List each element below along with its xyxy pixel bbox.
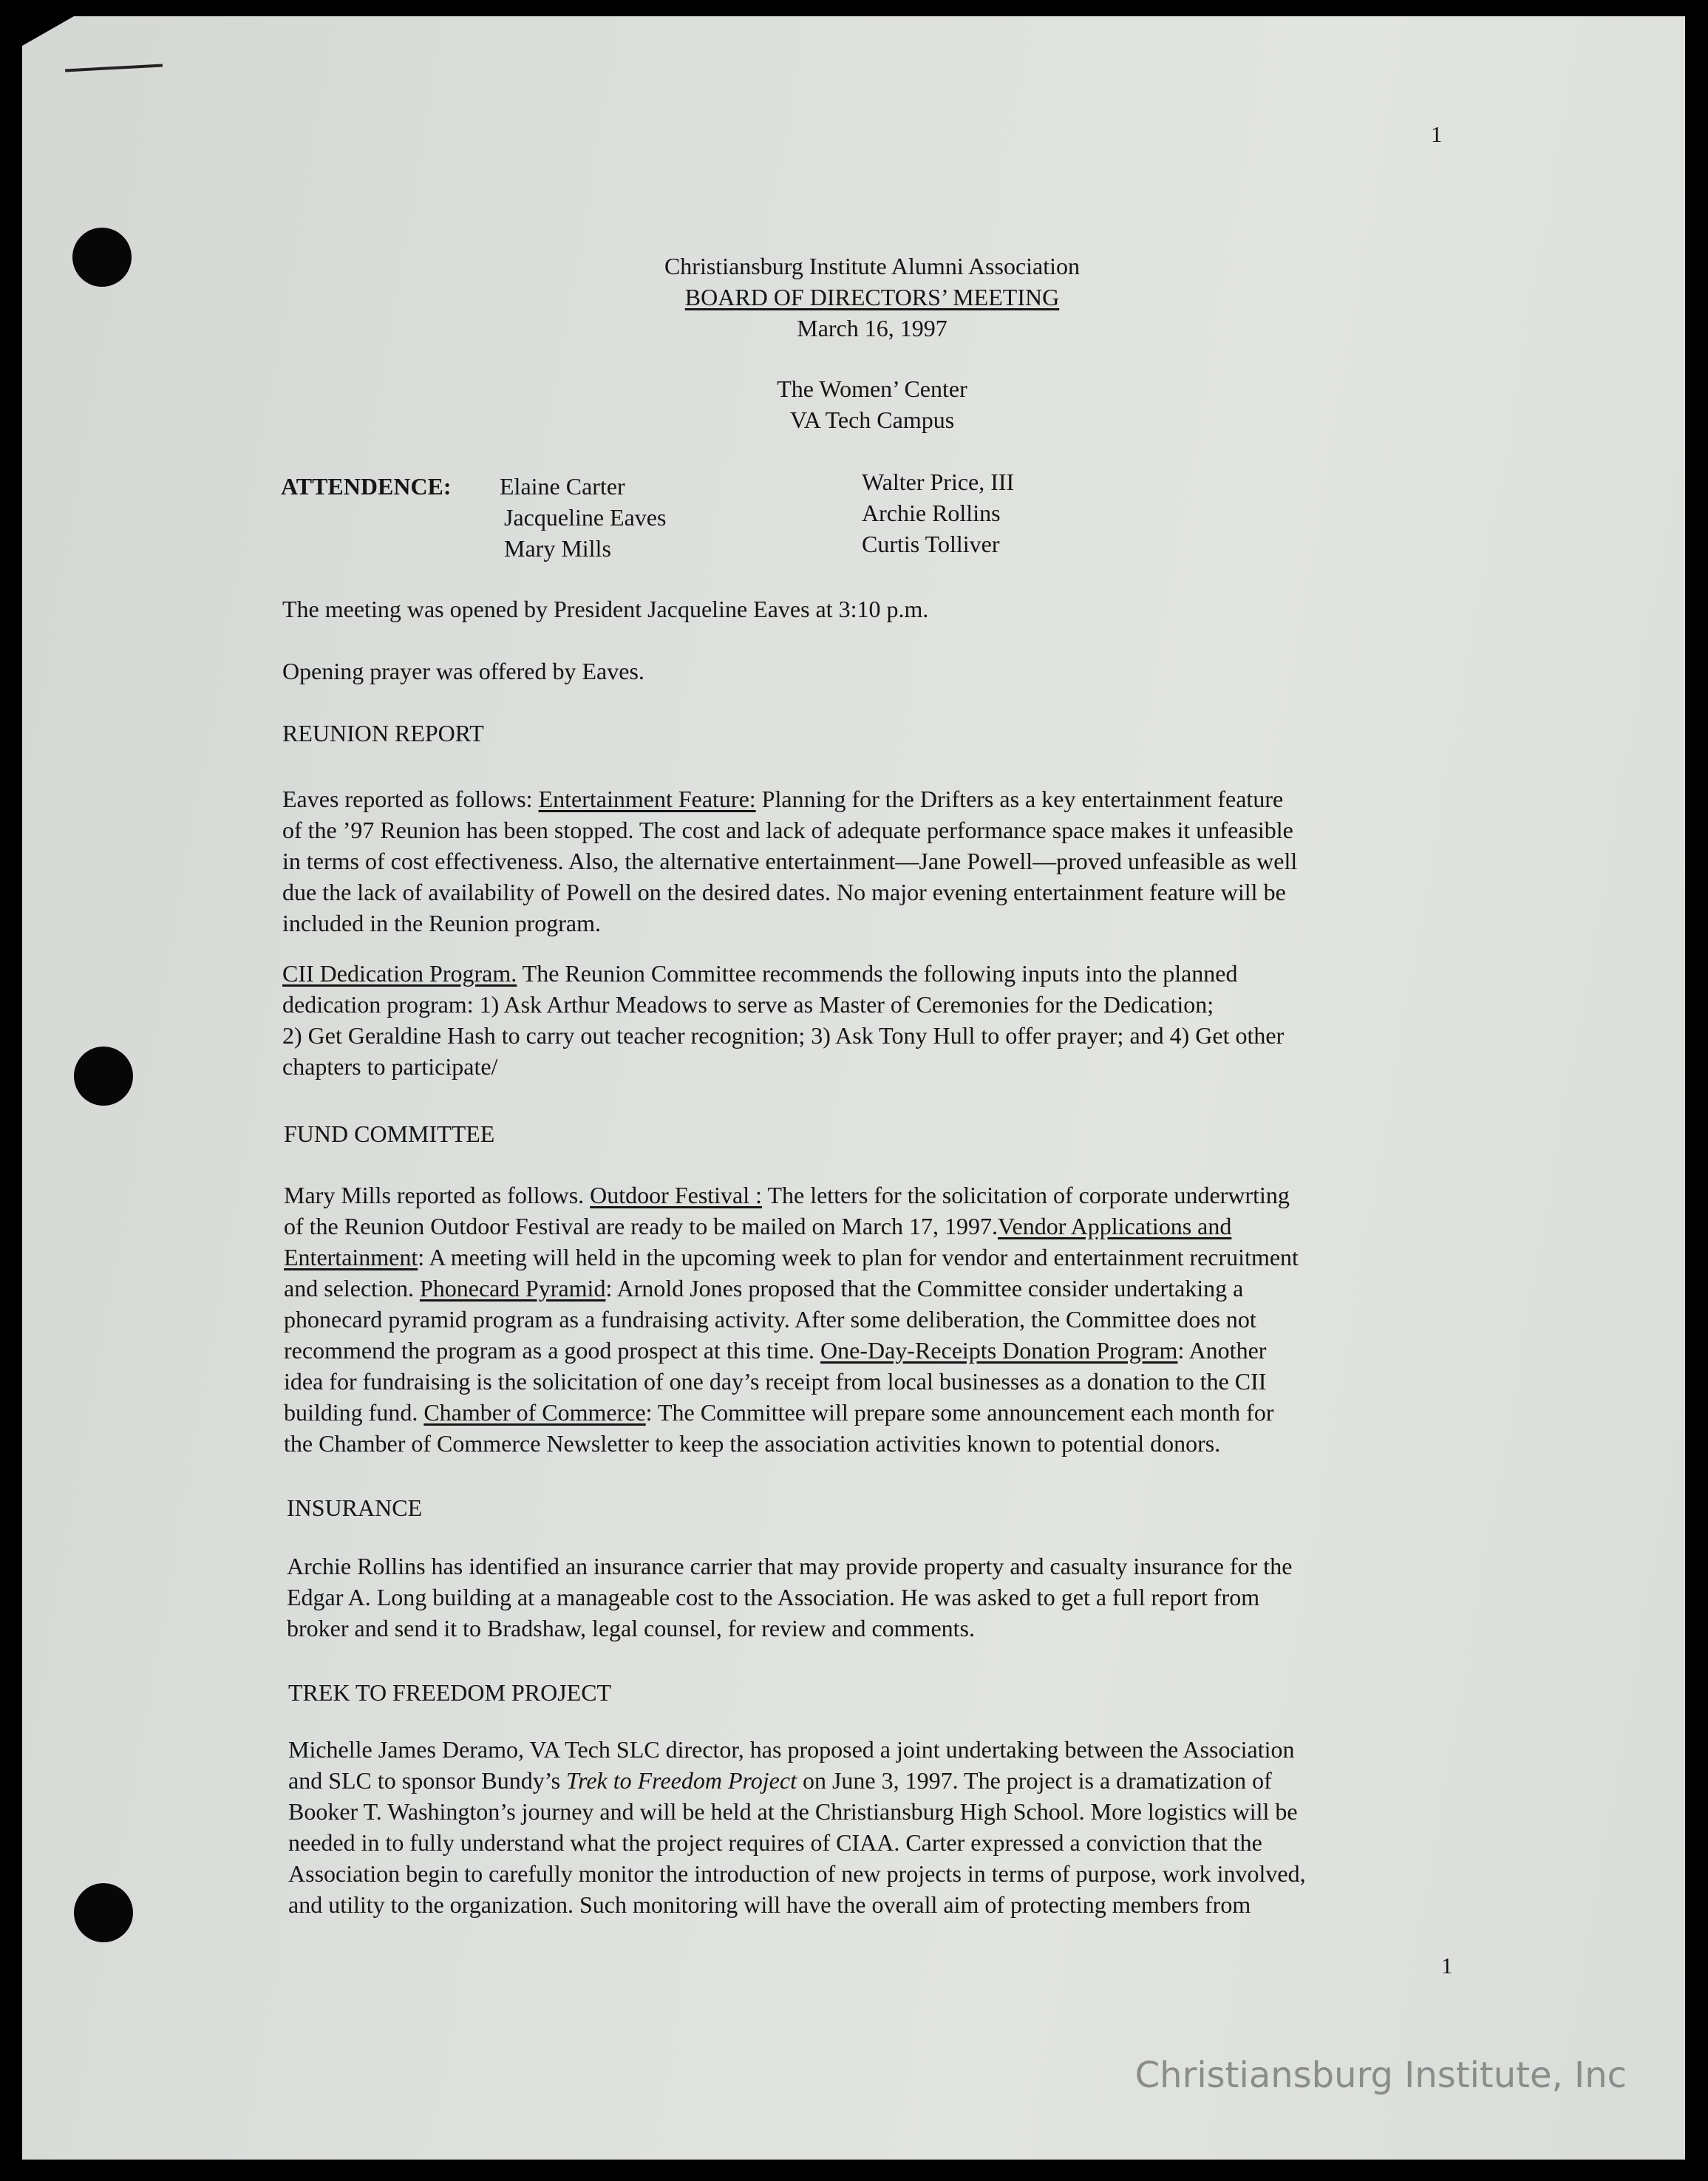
meeting-title: BOARD OF DIRECTORS’ MEETING <box>684 284 1060 310</box>
fund-paragraph: Mary Mills reported as follows. Outdoor Festival : The letters for the solicitation of corporate underwrting of the Reunion Outdoor Festival are ready to be mailed on March 17, 1997.Vendor Applications and Entertainment: A meeting will held in the upcoming week to plan for vendor and entertainment recruitment and selection. Phonecard Pyramid: Arnold Jones proposed that the Committee consider undertaking a phonecard pyramid program as a fundraising activity. After some deliberation, the Committee does not recommend the program as a good prospect at this time. One-Day-Receipts Donation Program: Another idea for fundraising is the solicitation of one day’s receipt from local businesses as a donation to the CII building fund. Chamber of Commerce: The Committee will prepare some announcement each month for the Chamber of Commerce Newsletter to keep the association activities known to potential donors. <box>284 1182 1299 1457</box>
attendee: Curtis Tolliver <box>862 531 1000 557</box>
punch-hole-top <box>72 228 132 287</box>
trek-paragraph: Michelle James Deramo, VA Tech SLC director, has proposed a joint undertaking between the Association and SLC to sponsor Bundy’s Trek to Freedom Project on June 3, 1997. The project is a dramatization of Booker T. Washington’s journey and will be held at the Christiansburg High School. More logistics will be needed in to fully understand what the project requires of CIAA. Carter expressed a conviction that the Association begin to carefully monitor the introduction of new projects in terms of purpose, work involved, and utility to the organization. Such monitoring will have the overall aim of protecting members from <box>288 1736 1306 1918</box>
punch-hole-bottom <box>74 1883 133 1942</box>
venue: The Women’ Center <box>777 375 967 402</box>
attendance-label: ATTENDENCE: <box>281 473 452 500</box>
trek-heading: TREK TO FREEDOM PROJECT <box>288 1679 612 1706</box>
attendee: Jacqueline Eaves <box>504 504 667 531</box>
meeting-date: March 16, 1997 <box>797 315 947 341</box>
reunion-paragraph-2: CII Dedication Program. The Reunion Committee recommends the following inputs into the planned dedication program: 1) Ask Arthur Meadows to serve as Master of Ceremonies for the Dedication; 2) Get Geraldine Hash to carry out teacher recognition; 3) Ask Tony Hull to offer prayer; and 4) Get other chapters to participate/ <box>282 960 1285 1080</box>
punch-hole-middle <box>74 1047 133 1106</box>
campus: VA Tech Campus <box>789 406 955 433</box>
attendee: Walter Price, III <box>862 469 1015 495</box>
opening-statement: The meeting was opened by President Jacqueline Eaves at 3:10 p.m. <box>282 596 929 622</box>
attendee: Elaine Carter <box>500 473 625 500</box>
reunion-heading: REUNION REPORT <box>282 720 484 746</box>
page-number-top: 1 <box>1431 121 1443 147</box>
insurance-heading: INSURANCE <box>287 1494 423 1521</box>
attendee: Archie Rollins <box>862 500 1001 526</box>
insurance-paragraph: Archie Rollins has identified an insurance carrier that may provide property and casualty insurance for the Edgar A. Long building at a manageable cost to the Association. He was asked to get a full report from broker and send it to Bradshaw, legal counsel, for review and comments. <box>287 1553 1293 1641</box>
org-name: Christiansburg Institute Alumni Association <box>664 253 1081 279</box>
watermark: Christiansburg Institute, Inc <box>1134 2055 1627 2096</box>
prayer-statement: Opening prayer was offered by Eaves. <box>282 658 644 684</box>
fund-heading: FUND COMMITTEE <box>284 1120 495 1147</box>
reunion-paragraph-1: Eaves reported as follows: Entertainment Feature: Planning for the Drifters as a key entertainment feature of the ’97 Reunion has been stopped. The cost and lack of adequate performance space makes it unfeasible in terms of cost effectiveness. Also, the alternative entertainment—Jane Powell—proved unfeasible as well due the lack of availability of Powell on the desired dates. No major evening entertainment feature will be included in the Reunion program. <box>282 786 1298 936</box>
attendee: Mary Mills <box>504 535 611 562</box>
page-number-bottom: 1 <box>1441 1953 1453 1978</box>
